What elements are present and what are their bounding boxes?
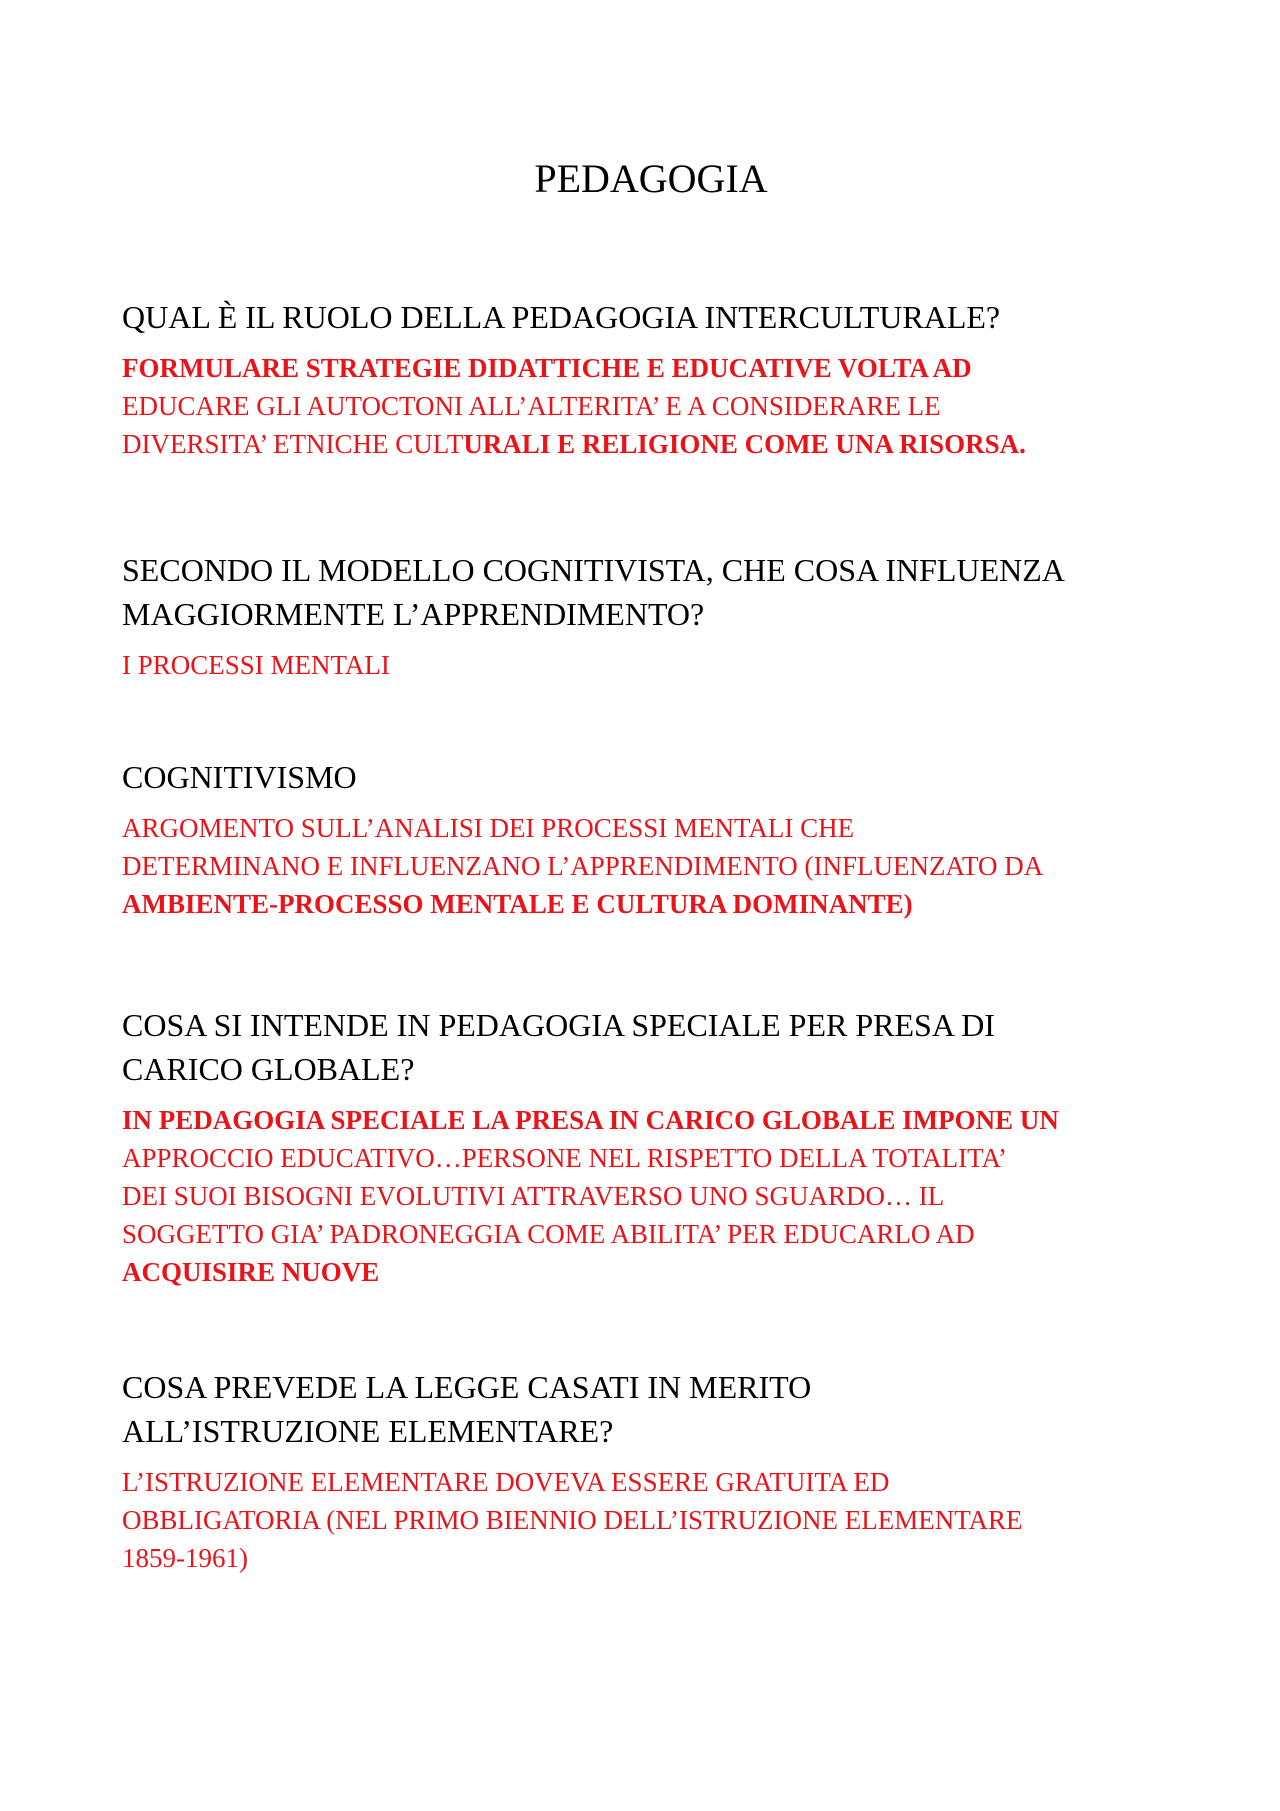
answer-text <box>122 1101 1220 1291</box>
question-text <box>122 548 1220 636</box>
answer-line: OBBLIGATORIA (NEL PRIMO BIENNIO DELL’ISTRUZIONE ELEMENTARE <box>122 1505 1023 1535</box>
answer-line: L’ISTRUZIONE ELEMENTARE DOVEVA ESSERE GRATUITA ED <box>122 1467 890 1497</box>
answer-line: DETERMINANO E INFLUENZANO L’APPRENDIMENTO (INFLUENZATO DA <box>122 851 1044 881</box>
question-line: COSA SI INTENDE IN PEDAGOGIA SPECIALE PER PRESA DI <box>122 1007 995 1043</box>
question-line: CARICO GLOBALE? <box>122 1051 415 1087</box>
answer-text <box>122 809 1220 923</box>
answer-line: SOGGETTO GIA’ PADRONEGGIA COME ABILITA’ PER EDUCARLO AD <box>122 1219 975 1249</box>
answer-text <box>122 1463 1220 1577</box>
answer-line: IN PEDAGOGIA SPECIALE LA PRESA IN CARICO GLOBALE IMPONE UN <box>122 1105 1059 1135</box>
qa-item-cognitivist-model <box>122 548 1220 684</box>
question-line: SECONDO IL MODELLO COGNITIVISTA, CHE COSA INFLUENZA <box>122 552 1065 588</box>
answer-line: ARGOMENTO SULL’ANALISI DEI PROCESSI MENTALI CHE <box>122 813 855 843</box>
answer-line-mixed <box>122 425 1220 463</box>
answer-text <box>122 349 1220 463</box>
page-title: PEDAGOGIA <box>534 156 768 201</box>
qa-item-special-pedagogy <box>122 1003 1220 1291</box>
qa-item-intercultural-pedagogy <box>122 295 1220 463</box>
answer-line: AMBIENTE-PROCESSO MENTALE E CULTURA DOMINANTE) <box>122 889 913 919</box>
question-line: MAGGIORMENTE L’APPRENDIMENTO? <box>122 596 705 632</box>
question-line: QUAL È IL RUOLO DELLA PEDAGOGIA INTERCULTURALE? <box>122 299 1001 335</box>
answer-segment: DIVERSITA’ ETNICHE CULT <box>122 429 464 459</box>
qa-item-legge-casati <box>122 1365 1220 1577</box>
answer-line: I PROCESSI MENTALI <box>122 650 390 680</box>
question-line: ALL’ISTRUZIONE ELEMENTARE? <box>122 1413 614 1449</box>
question-text <box>122 1003 1220 1091</box>
answer-line: DEI SUOI BISOGNI EVOLUTIVI ATTRAVERSO UNO SGUARDO… IL <box>122 1181 945 1211</box>
answer-line: FORMULARE STRATEGIE DIDATTICHE E EDUCATIVE VOLTA AD <box>122 353 972 383</box>
question-text <box>122 1365 1220 1453</box>
qa-item-cognitivism <box>122 755 1220 923</box>
answer-line: 1859-1961) <box>122 1543 248 1573</box>
answer-segment-bold: URALI E RELIGIONE COME UNA RISORSA. <box>463 429 1026 459</box>
answer-line: EDUCARE GLI AUTOCTONI ALL’ALTERITA’ E A CONSIDERARE LE <box>122 391 941 421</box>
answer-line: ACQUISIRE NUOVE <box>122 1257 380 1287</box>
question-line: COSA PREVEDE LA LEGGE CASATI IN MERITO <box>122 1369 812 1405</box>
question-text <box>122 295 1220 339</box>
answer-line: APPROCCIO EDUCATIVO…PERSONE NEL RISPETTO DELLA TOTALITA’ <box>122 1143 1007 1173</box>
answer-text <box>122 646 1220 684</box>
question-text <box>122 755 1220 799</box>
question-line: COGNITIVISMO <box>122 759 357 795</box>
